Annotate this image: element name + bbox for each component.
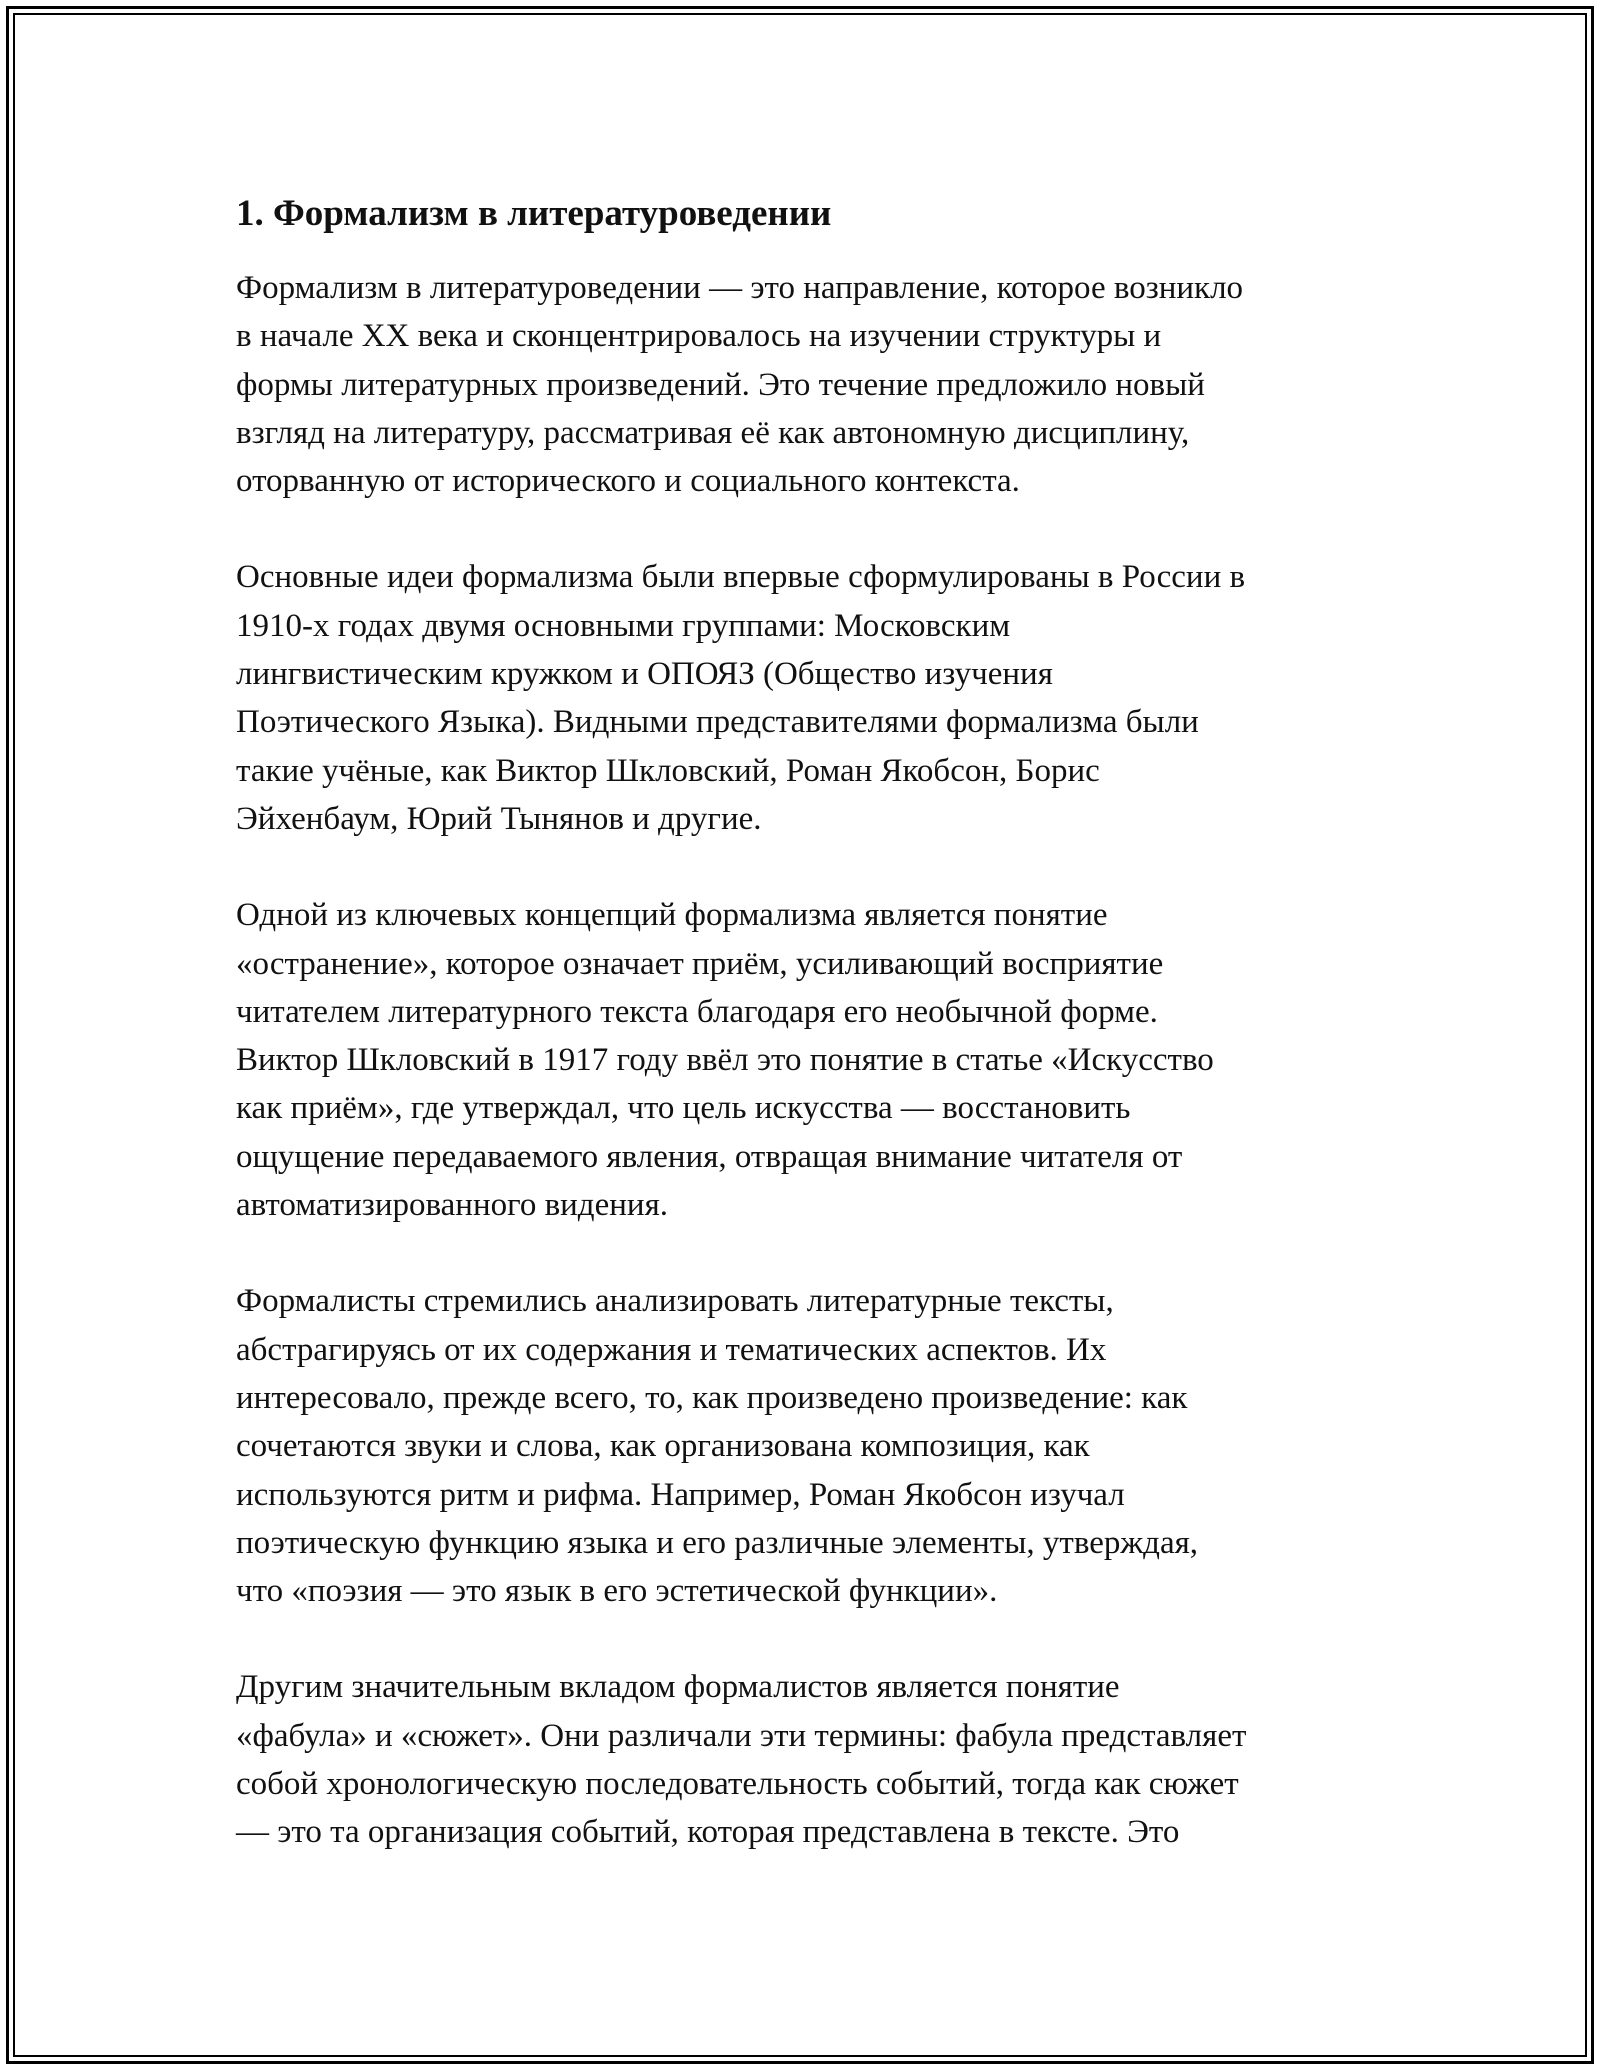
paragraph-ostranenie [236, 891, 1386, 1229]
paragraph-origins [236, 553, 1386, 843]
text-line: Формализм в литературоведении — это направление, которое возникло [236, 270, 1244, 306]
text-line: автоматизированного видения. [236, 1187, 668, 1224]
text-line: как приём», где утверждал, что цель искусства — восстановить [236, 1090, 1131, 1127]
text-line: формы литературных произведений. Это течение предложило новый [236, 366, 1205, 403]
text-line: сочетаются звуки и слова, как организована композиция, как [236, 1428, 1090, 1465]
document-page [236, 186, 1386, 1905]
text-line: лингвистическим кружком и ОПОЯЗ (Общество изучения [236, 656, 1053, 693]
text-line: Другим значительным вкладом формалистов является понятие [236, 1669, 1120, 1706]
text-line: читателем литературного текста благодаря его необычной форме. [236, 993, 1158, 1030]
text-line: ощущение передаваемого явления, отвращая внимание читателя от [236, 1138, 1183, 1175]
text-line: собой хронологическую последовательность событий, тогда как сюжет [236, 1766, 1239, 1803]
paragraph-fabula-syuzhet [236, 1663, 1386, 1856]
text-line: Одной из ключевых концепций формализма является понятие [236, 897, 1108, 934]
text-line: абстрагируясь от их содержания и тематических аспектов. Их [236, 1331, 1107, 1368]
text-line: интересовало, прежде всего, то, как произведено произведение: как [236, 1379, 1188, 1416]
text-line: взгляд на литературу, рассматривая её как автономную дисциплину, [236, 414, 1190, 451]
text-line: поэтическую функцию языка и его различные элементы, утверждая, [236, 1524, 1199, 1561]
text-line: 1910-х годах двумя основными группами: Московским [236, 607, 1011, 644]
text-line: в начале XX века и сконцентрировалось на изучении структуры и [236, 318, 1162, 355]
paragraph-analysis [236, 1277, 1386, 1615]
text-line: оторванную от исторического и социального контекста. [236, 463, 1020, 500]
section-title: 1. Формализм в литературоведении [236, 193, 832, 234]
text-line: используются ритм и рифма. Например, Роман Якобсон изучал [236, 1476, 1125, 1513]
text-line: Поэтического Языка). Видными представителями формализма были [236, 704, 1199, 741]
text-line: Виктор Шкловский в 1917 году ввёл это понятие в статье «Искусство [236, 1042, 1214, 1079]
paragraph-intro [236, 264, 1386, 505]
text-line: Основные идеи формализма были впервые сформулированы в России в [236, 559, 1246, 596]
text-line: что «поэзия — это язык в его эстетической функции». [236, 1573, 998, 1610]
text-line: такие учёные, как Виктор Шкловский, Роман Якобсон, Борис [236, 752, 1100, 789]
text-line: «фабула» и «сюжет». Они различали эти термины: фабула представляет [236, 1717, 1247, 1754]
text-line: — это та организация событий, которая представлена в тексте. Это [236, 1814, 1180, 1851]
text-line: «остранение», которое означает приём, усиливающий восприятие [236, 945, 1164, 982]
text-line: Формалисты стремились анализировать литературные тексты, [236, 1283, 1114, 1320]
text-line: Эйхенбаум, Юрий Тынянов и другие. [236, 800, 762, 837]
